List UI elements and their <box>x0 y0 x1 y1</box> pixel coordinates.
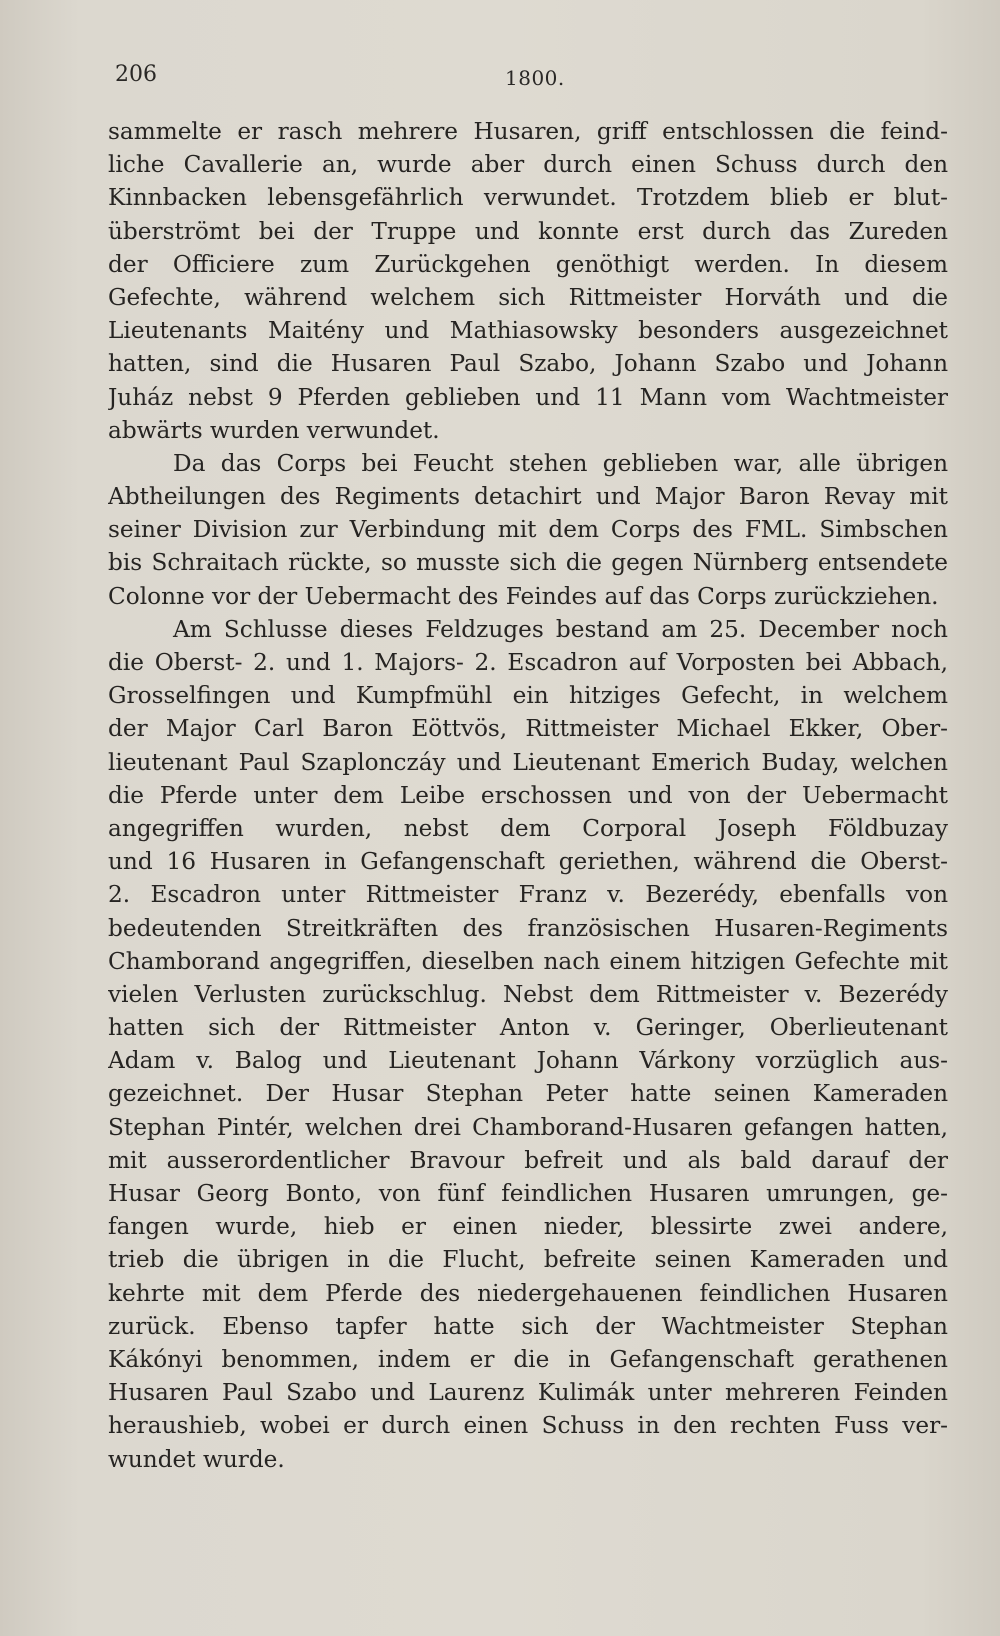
text-line: Adam v. Balog und Lieutenant Johann Várkony vorzüglich aus- <box>108 1047 948 1075</box>
text-line: der Officiere zum Zurückgehen genöthigt werden. In diesem <box>108 250 948 278</box>
text-line: seiner Division zur Verbindung mit dem Corps des FML. Simbschen <box>108 516 948 544</box>
text-line: Juház nebst 9 Pferden geblieben und 11 Mann vom Wachtmeister <box>108 383 948 411</box>
text-line: Kinnbacken lebensgefährlich verwundet. Trotzdem blieb er blut- <box>108 184 948 212</box>
text-line: fangen wurde, hieb er einen nieder, blessirte zwei andere, <box>108 1213 948 1241</box>
text-line: überströmt bei der Truppe und konnte erst durch das Zureden <box>108 217 948 245</box>
running-head-year: 1800. <box>505 66 565 90</box>
text-line: liche Cavallerie an, wurde aber durch einen Schuss durch den <box>108 151 948 179</box>
text-line: lieutenant Paul Szaplonczáy und Lieutenant Emerich Buday, welchen <box>108 748 948 776</box>
text-line: die Pferde unter dem Leibe erschossen und von der Uebermacht <box>108 781 948 809</box>
page-header <box>115 62 945 92</box>
text-line: hatten sich der Rittmeister Anton v. Geringer, Oberlieutenant <box>108 1014 948 1042</box>
text-line: der Major Carl Baron Eöttvös, Rittmeister Michael Ekker, Ober- <box>108 715 948 743</box>
text-line: und 16 Husaren in Gefangenschaft geriethen, während die Oberst- <box>108 848 948 876</box>
text-line: trieb die übrigen in die Flucht, befreite seinen Kameraden und <box>108 1246 948 1274</box>
text-line: zurück. Ebenso tapfer hatte sich der Wachtmeister Stephan <box>108 1312 948 1340</box>
text-line: abwärts wurden verwundet. <box>108 416 440 444</box>
text-line: kehrte mit dem Pferde des niedergehauenen feindlichen Husaren <box>108 1279 948 1307</box>
text-line: angegriffen wurden, nebst dem Corporal Joseph Földbuzay <box>108 814 948 842</box>
text-line: sammelte er rasch mehrere Husaren, griff entschlossen die feind- <box>108 118 948 145</box>
body-text <box>108 115 948 1476</box>
text-line: wundet wurde. <box>108 1445 285 1473</box>
text-line: bedeutenden Streitkräften des französischen Husaren-Regiments <box>108 914 948 942</box>
text-line: Chamborand angegriffen, dieselben nach einem hitzigen Gefechte mit <box>108 947 948 975</box>
text-line: 2. Escadron unter Rittmeister Franz v. Bezerédy, ebenfalls von <box>108 881 948 909</box>
text-line: Am Schlusse dieses Feldzuges bestand am 25. December noch <box>173 615 948 643</box>
text-line: vielen Verlusten zurückschlug. Nebst dem Rittmeister v. Bezerédy <box>108 980 948 1008</box>
text-line: gezeichnet. Der Husar Stephan Peter hatte seinen Kameraden <box>108 1080 948 1108</box>
text-line: Husar Georg Bonto, von fünf feindlichen Husaren umrungen, ge- <box>108 1180 948 1207</box>
text-line: Stephan Pintér, welchen drei Chamborand-Husaren gefangen hatten, <box>108 1113 948 1141</box>
text-line: Grosselfingen und Kumpfmühl ein hitziges Gefecht, in welchem <box>108 682 948 710</box>
text-line: Colonne vor der Uebermacht des Feindes auf das Corps zurückziehen. <box>108 582 939 610</box>
text-line: Kákónyi benommen, indem er die in Gefangenschaft gerathenen <box>108 1345 948 1373</box>
text-line: mit ausserordentlicher Bravour befreit und als bald darauf der <box>108 1146 948 1174</box>
text-line: Husaren Paul Szabo und Laurenz Kulimák unter mehreren Feinden <box>108 1379 948 1407</box>
text-line: Abtheilungen des Regiments detachirt und Major Baron Revay mit <box>108 483 948 511</box>
text-line: bis Schraitach rückte, so musste sich die gegen Nürnberg entsendete <box>108 549 948 577</box>
text-line: die Oberst- 2. und 1. Majors- 2. Escadron auf Vorposten bei Abbach, <box>108 649 948 676</box>
text-line: hatten, sind die Husaren Paul Szabo, Johann Szabo und Johann <box>108 350 948 378</box>
page-number: 206 <box>115 62 157 87</box>
text-line: Da das Corps bei Feucht stehen geblieben war, alle übrigen <box>173 449 948 477</box>
text-line: heraushieb, wobei er durch einen Schuss in den rechten Fuss ver- <box>108 1412 948 1440</box>
text-line: Gefechte, während welchem sich Rittmeister Horváth und die <box>108 283 948 311</box>
text-line: Lieutenants Maitény und Mathiasowsky besonders ausgezeichnet <box>108 317 948 345</box>
